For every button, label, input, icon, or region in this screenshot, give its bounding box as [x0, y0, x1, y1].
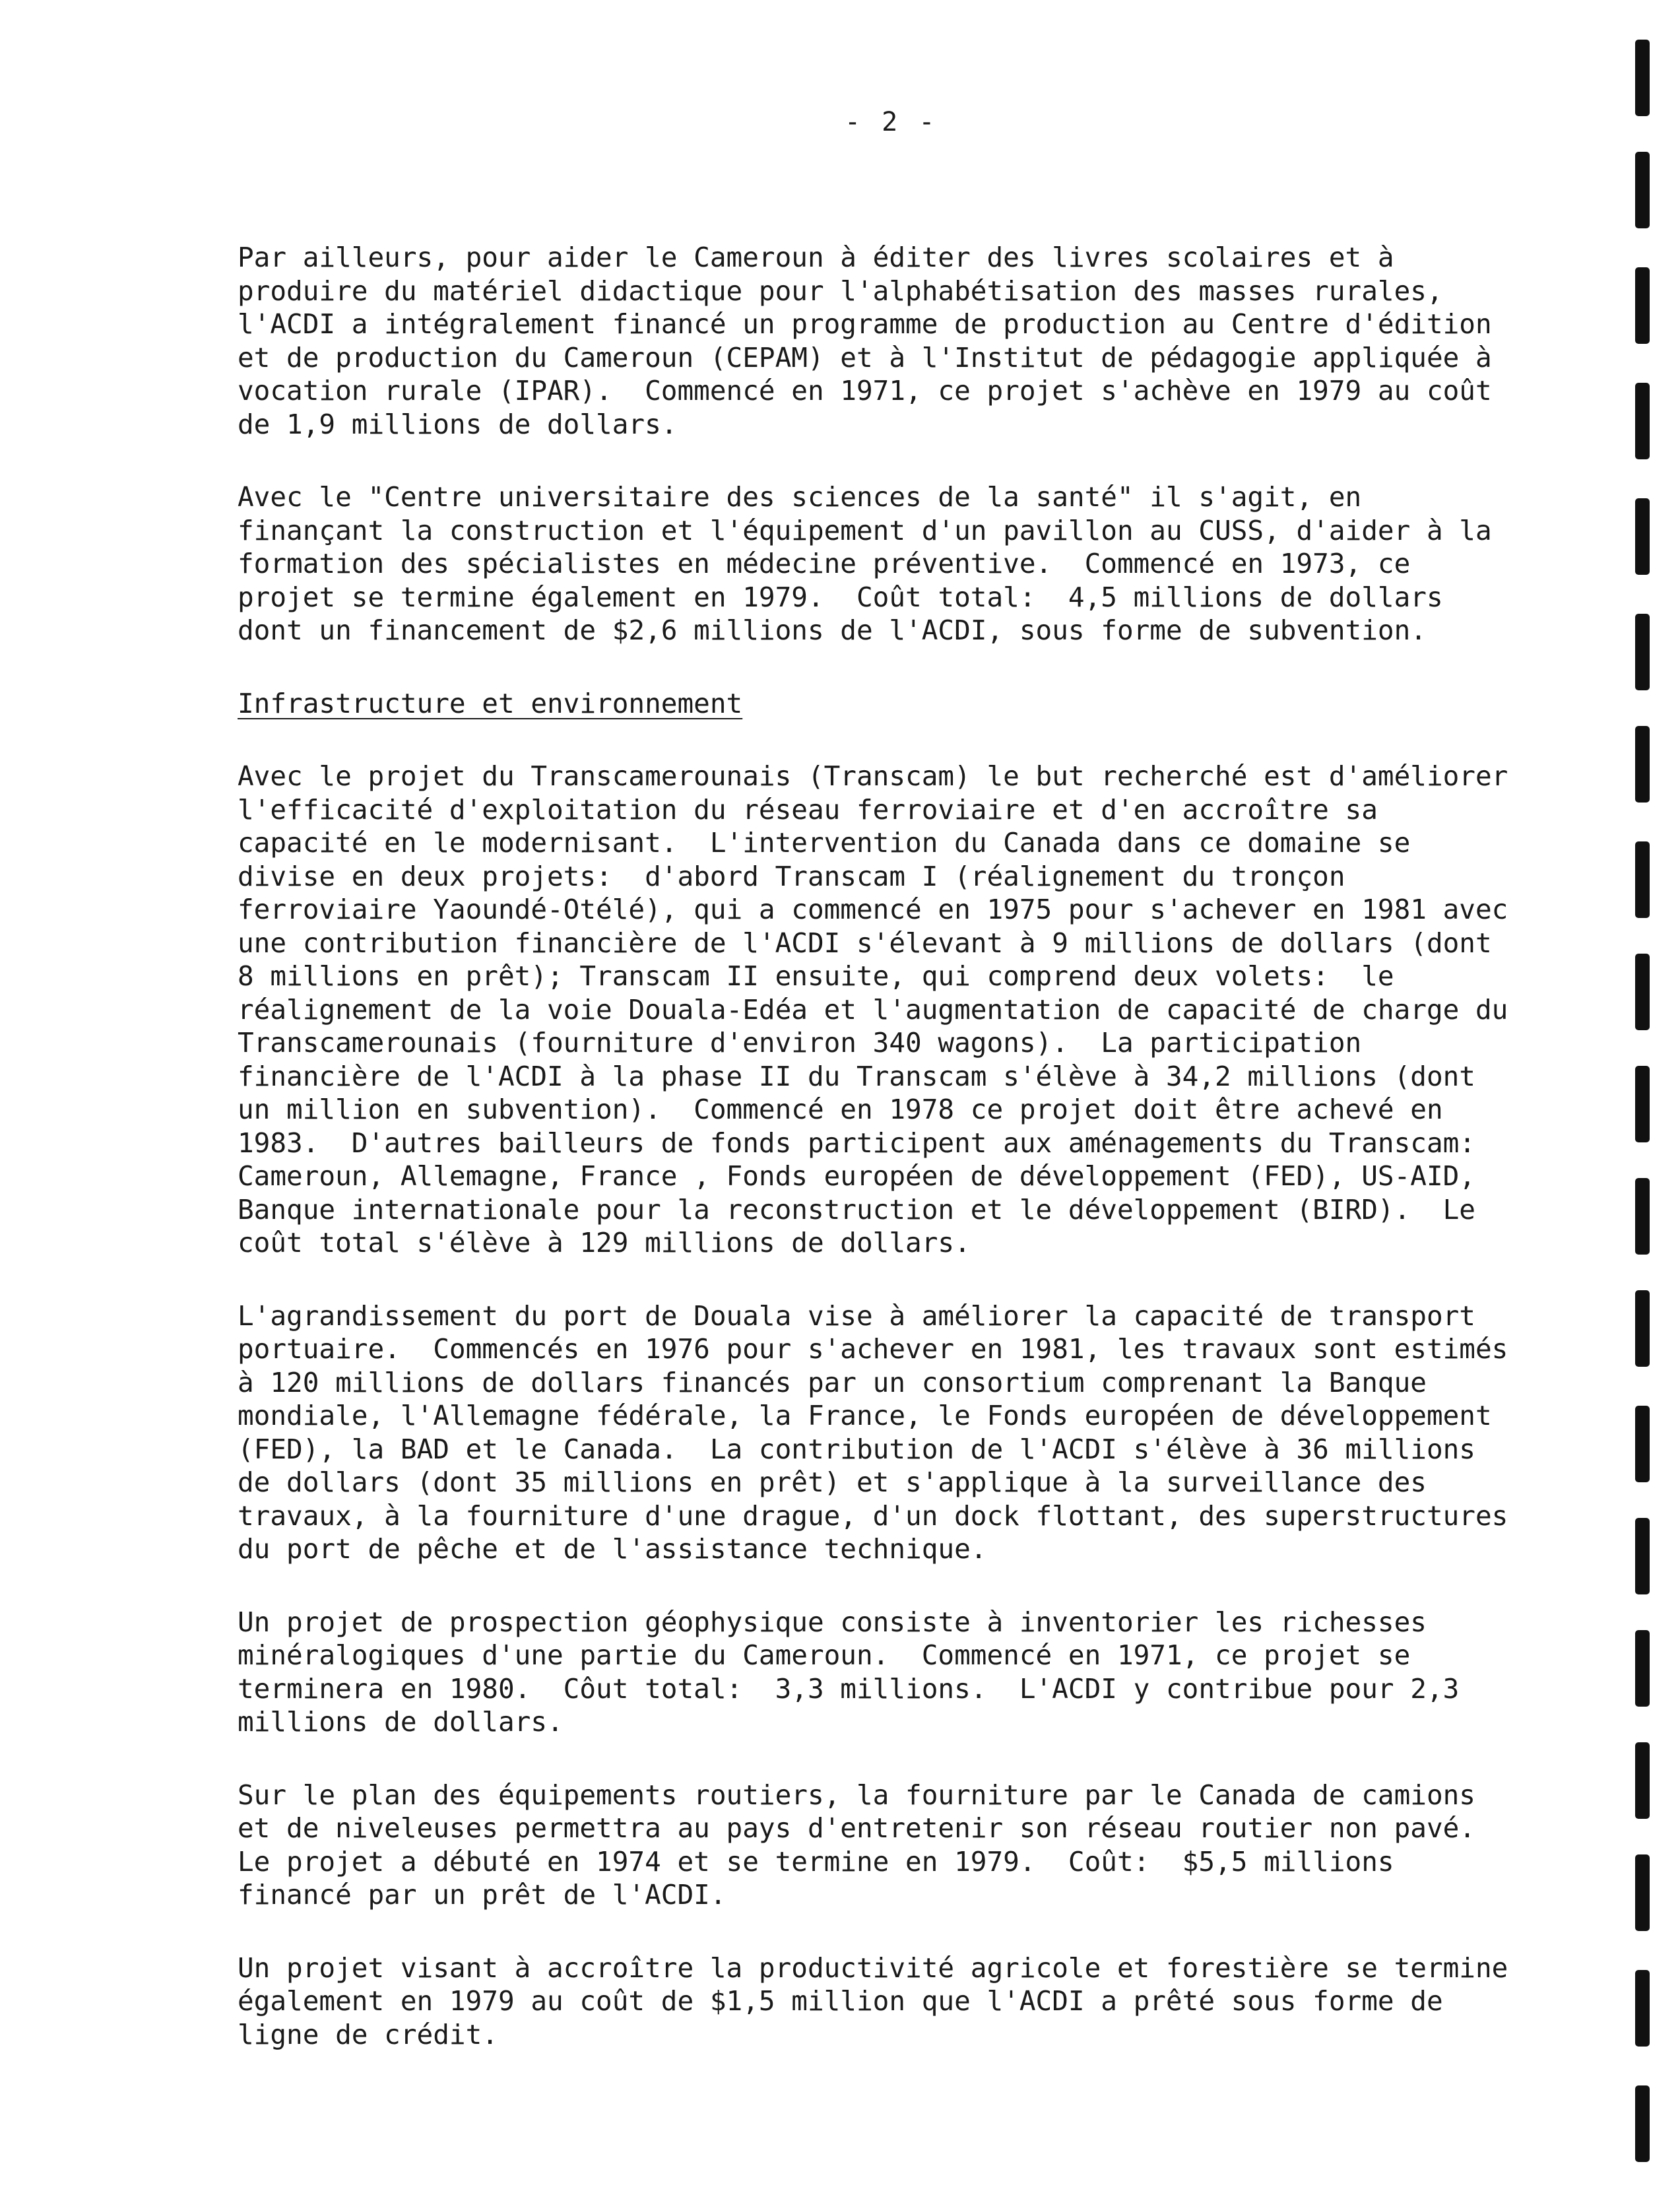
text-line: divise en deux projets: d'abord Transcam I (réalignement du tronçon: [238, 860, 1345, 892]
text-line: (FED), la BAD et le Canada. La contribution de l'ACDI s'élève à 36 millions: [238, 1433, 1475, 1465]
text-line: coût total s'élève à 129 millions de dollars.: [238, 1227, 971, 1259]
text-line: Un projet de prospection géophysique consiste à inventorier les richesses: [238, 1606, 1427, 1638]
text-line: capacité en le modernisant. L'intervention du Canada dans ce domaine se: [238, 827, 1411, 859]
punch-mark: [1635, 267, 1650, 344]
paragraph-agricultural-productivity: [238, 1951, 1544, 2052]
punch-mark: [1635, 1630, 1650, 1707]
text-line: également en 1979 au coût de $1,5 million que l'ACDI a prêté sous forme de: [238, 1985, 1443, 2017]
text-line: L'agrandissement du port de Douala vise à améliorer la capacité de transport: [238, 1299, 1475, 1332]
text-line: Avec le projet du Transcamerounais (Transcam) le but recherché est d'améliorer: [238, 760, 1508, 792]
punch-mark: [1635, 2085, 1650, 2162]
page-number: - 2 -: [845, 107, 938, 137]
paragraph-douala-port: [238, 1299, 1544, 1566]
punch-mark: [1635, 1290, 1650, 1367]
text-line: vocation rurale (IPAR). Commencé en 1971, ce projet s'achève en 1979 au coût: [238, 375, 1492, 407]
text-line: de 1,9 millions de dollars.: [238, 408, 678, 440]
text-line: du port de pêche et de l'assistance technique.: [238, 1533, 987, 1565]
text-line: mondiale, l'Allemagne fédérale, la France, le Fonds européen de développement: [238, 1400, 1492, 1431]
punch-mark: [1635, 40, 1650, 116]
text-line: projet se termine également en 1979. Coût total: 4,5 millions de dollars: [238, 581, 1443, 613]
text-line: Transcamerounais (fourniture d'environ 340 wagons). La participation: [238, 1027, 1362, 1059]
paragraph-transcam: [238, 760, 1544, 1260]
paragraph-road-equipment: [238, 1779, 1544, 1912]
punch-mark: [1635, 1406, 1650, 1482]
text-line: Le projet a débuté en 1974 et se termine en 1979. Coût: $5,5 millions: [238, 1845, 1394, 1878]
text-line: terminera en 1980. Côut total: 3,3 millions. L'ACDI y contribue pour 2,3: [238, 1672, 1460, 1705]
text-line: formation des spécialistes en médecine préventive. Commencé en 1973, ce: [238, 548, 1411, 579]
text-line: Cameroun, Allemagne, France , Fonds européen de développement (FED), US-AID,: [238, 1160, 1475, 1192]
punch-mark: [1635, 1970, 1650, 2047]
text-line: financière de l'ACDI à la phase II du Transcam s'élève à 34,2 millions (dont: [238, 1060, 1475, 1092]
punch-mark: [1635, 841, 1650, 918]
text-line: réalignement de la voie Douala-Edéa et l'augmentation de capacité de charge du: [238, 993, 1508, 1026]
text-line: 8 millions en prêt); Transcam II ensuite, qui comprend deux volets: le: [238, 960, 1394, 992]
punch-mark: [1635, 1066, 1650, 1142]
text-line: 1983. D'autres bailleurs de fonds participent aux aménagements du Transcam:: [238, 1127, 1475, 1159]
text-line: ferroviaire Yaoundé-Otélé), qui a commencé en 1975 pour s'achever en 1981 avec: [238, 894, 1508, 925]
binder-punch-marks: [1635, 0, 1662, 2197]
text-line: Banque internationale pour la reconstruction et le développement (BIRD). Le: [238, 1193, 1475, 1226]
text-line: minéralogiques d'une partie du Cameroun. Commencé en 1971, ce projet se: [238, 1639, 1411, 1671]
section-heading: Infrastructure et environnement: [238, 687, 743, 719]
punch-mark: [1635, 1854, 1650, 1931]
punch-mark: [1635, 614, 1650, 690]
text-line: et de niveleuses permettra au pays d'entretenir son réseau routier non pavé.: [238, 1812, 1475, 1844]
text-line: ligne de crédit.: [238, 2018, 498, 2050]
punch-mark: [1635, 1178, 1650, 1255]
punch-mark: [1635, 726, 1650, 803]
text-line: finançant la construction et l'équipement d'un pavillon au CUSS, d'aider à la: [238, 514, 1492, 546]
text-line: produire du matériel didactique pour l'alphabétisation des masses rurales,: [238, 275, 1443, 307]
text-line: une contribution financière de l'ACDI s'élevant à 9 millions de dollars (dont: [238, 927, 1492, 959]
text-line: Sur le plan des équipements routiers, la fourniture par le Canada de camions: [238, 1779, 1475, 1811]
document-body: [238, 241, 1544, 2091]
text-line: Un projet visant à accroître la productivité agricole et forestière se termine: [238, 1951, 1508, 1984]
paragraph-geophysical-survey: [238, 1606, 1544, 1739]
paragraph-health-sciences: [238, 480, 1544, 647]
text-line: travaux, à la fourniture d'une drague, d'un dock flottant, des superstructures: [238, 1499, 1508, 1532]
text-line: à 120 millions de dollars financés par un consortium comprenant la Banque: [238, 1366, 1427, 1398]
text-line: millions de dollars.: [238, 1706, 564, 1738]
punch-mark: [1635, 1518, 1650, 1594]
text-line: portuaire. Commencés en 1976 pour s'achever en 1981, les travaux sont estimés: [238, 1333, 1508, 1365]
text-line: et de production du Cameroun (CEPAM) et à l'Institut de pédagogie appliquée à: [238, 341, 1492, 374]
text-line: un million en subvention). Commencé en 1978 ce projet doit être achevé en: [238, 1094, 1443, 1125]
text-line: de dollars (dont 35 millions en prêt) et s'applique à la surveillance des: [238, 1466, 1427, 1498]
text-line: l'efficacité d'exploitation du réseau ferroviaire et d'en accroître sa: [238, 793, 1378, 826]
text-line: financé par un prêt de l'ACDI.: [238, 1879, 727, 1911]
punch-mark: [1635, 954, 1650, 1030]
punch-mark: [1635, 498, 1650, 575]
text-line: Avec le "Centre universitaire des sciences de la santé" il s'agit, en: [238, 481, 1362, 513]
text-line: l'ACDI a intégralement financé un programme de production au Centre d'édition: [238, 308, 1492, 340]
paragraph-school-books: [238, 241, 1544, 441]
punch-mark: [1635, 383, 1650, 459]
punch-mark: [1635, 152, 1650, 228]
text-line: Par ailleurs, pour aider le Cameroun à éditer des livres scolaires et à: [238, 242, 1394, 273]
punch-mark: [1635, 1742, 1650, 1819]
text-line: dont un financement de $2,6 millions de l'ACDI, sous forme de subvention.: [238, 614, 1427, 646]
